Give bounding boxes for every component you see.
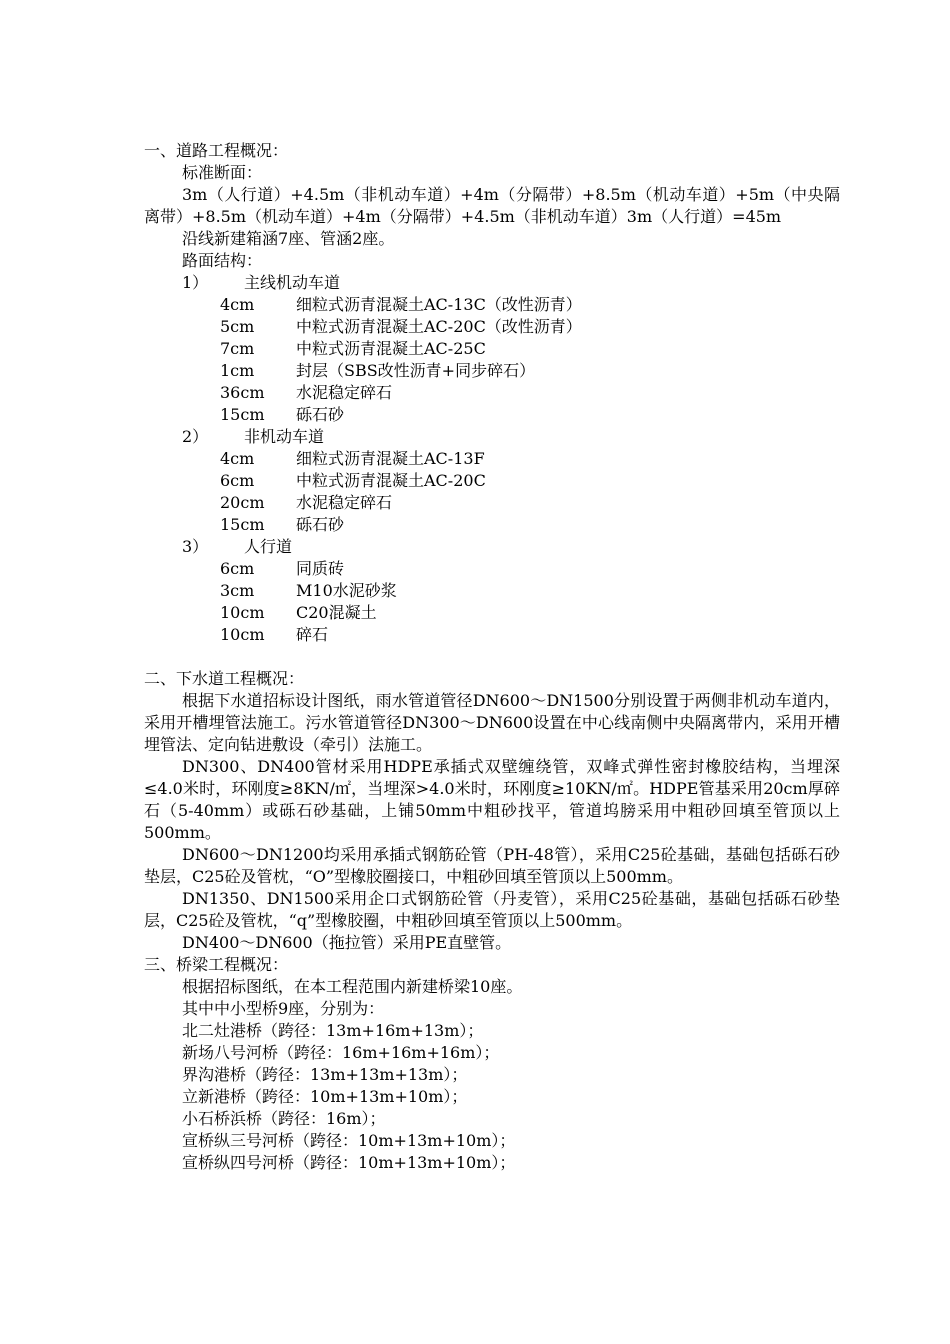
layer-material: 同质砖 <box>296 559 345 578</box>
bridge-line: 其中中小型桥9座，分别为： <box>182 999 385 1018</box>
layer-material: 中粒式沥青混凝土AC-25C <box>296 339 486 358</box>
pavement-group-header <box>144 272 840 294</box>
bridge-item: 新场八号河桥（跨径：16m+16m+16m）； <box>182 1043 500 1062</box>
pavement-layer <box>144 316 840 338</box>
pavement-layer <box>144 360 840 382</box>
layer-material: 水泥稳定碎石 <box>296 493 393 512</box>
pavement-layer <box>144 580 840 602</box>
layer-thickness: 36cm <box>220 383 265 402</box>
layer-thickness: 6cm <box>220 471 255 490</box>
sewer-paragraph: DN600～DN1200均采用承插式钢筋砼管（PH-48管），采用C25砼基础，基础包括砾石砂垫层，C25砼及管枕，“O”型橡胶圈接口，中粗砂回填至管顶以上500mm。 <box>144 845 840 886</box>
pavement-layer <box>144 470 840 492</box>
bridge-item: 北二灶港桥（跨径：13m+16m+13m）； <box>182 1021 484 1040</box>
bridge-item: 小石桥浜桥（跨径：16m）； <box>182 1109 386 1128</box>
standard-section-text: 3m（人行道）+4.5m（非机动车道）+4m（分隔带）+8.5m（机动车道）+5m（中央隔离带）+8.5m（机动车道）+4m（分隔带）+4.5m（非机动车道）3m（人行道）=45m <box>144 185 840 226</box>
bridge-item: 立新港桥（跨径：10m+13m+10m）； <box>182 1087 468 1106</box>
layer-thickness: 10cm <box>220 625 265 644</box>
sewer-paragraph: DN300、DN400管材采用HDPE承插式双壁缠绕管，双峰式弹性密封橡胶结构，当埋深≤4.0米时，环刚度≥8KN/㎡，当埋深>4.0米时，环刚度≥10KN/㎡。HDPE管基采用20cm厚碎石（5-40mm）或砾石砂基础，上铺50mm中粗砂找平，管道坞膀采用中粗砂回填至管顶以上500mm。 <box>144 757 840 842</box>
layer-thickness: 6cm <box>220 559 255 578</box>
document-page <box>144 140 840 1174</box>
bridge-item: 界沟港桥（跨径：13m+13m+13m）； <box>182 1065 468 1084</box>
pavement-group-header <box>144 536 840 558</box>
bridge-line: 根据招标图纸，在本工程范围内新建桥梁10座。 <box>182 977 523 996</box>
layer-thickness: 20cm <box>220 493 265 512</box>
group-name: 主线机动车道 <box>244 273 341 292</box>
section-heading-sewer: 二、下水道工程概况： <box>144 669 305 688</box>
pavement-layer <box>144 514 840 536</box>
layer-material: 中粒式沥青混凝土AC-20C（改性沥青） <box>296 317 582 336</box>
pavement-layer <box>144 558 840 580</box>
pavement-layer <box>144 382 840 404</box>
section-heading-bridge: 三、桥梁工程概况： <box>144 955 289 974</box>
bridge-item: 宣桥纵三号河桥（跨径：10m+13m+10m）； <box>182 1131 516 1150</box>
layer-material: 水泥稳定碎石 <box>296 383 393 402</box>
pavement-layer <box>144 602 840 624</box>
layer-thickness: 3cm <box>220 581 255 600</box>
layer-material: 细粒式沥青混凝土AC-13C（改性沥青） <box>296 295 582 314</box>
layer-thickness: 4cm <box>220 295 255 314</box>
layer-material: 砾石砂 <box>296 405 345 424</box>
section-heading-road: 一、道路工程概况： <box>144 141 289 160</box>
layer-thickness: 15cm <box>220 515 265 534</box>
layer-thickness: 1cm <box>220 361 255 380</box>
layer-thickness: 5cm <box>220 317 255 336</box>
sewer-paragraph: DN1350、DN1500采用企口式钢筋砼管（丹麦管），采用C25砼基础，基础包括砾石砂垫层，C25砼及管枕，“q”型橡胶圈，中粗砂回填至管顶以上500mm。 <box>144 889 840 930</box>
group-name: 人行道 <box>244 537 293 556</box>
layer-thickness: 7cm <box>220 339 255 358</box>
layer-material: C20混凝土 <box>296 603 377 622</box>
layer-material: 封层（SBS改性沥青+同步碎石） <box>296 361 536 380</box>
pavement-layer <box>144 338 840 360</box>
layer-material: 砾石砂 <box>296 515 345 534</box>
group-number: 2） <box>182 427 209 446</box>
pavement-layer <box>144 404 840 426</box>
pavement-layer <box>144 492 840 514</box>
layer-material: 细粒式沥青混凝土AC-13F <box>296 449 485 468</box>
group-number: 3） <box>182 537 209 556</box>
layer-material: M10水泥砂浆 <box>296 581 397 600</box>
pavement-layer <box>144 624 840 646</box>
group-name: 非机动车道 <box>244 427 325 446</box>
layer-thickness: 4cm <box>220 449 255 468</box>
layer-thickness: 10cm <box>220 603 265 622</box>
pavement-layer <box>144 448 840 470</box>
layer-thickness: 15cm <box>220 405 265 424</box>
pavement-structure-label: 路面结构： <box>182 251 263 270</box>
layer-material: 碎石 <box>296 625 329 644</box>
pavement-layer <box>144 294 840 316</box>
sewer-paragraph: DN400～DN600（拖拉管）采用PE直壁管。 <box>182 933 512 952</box>
group-number: 1） <box>182 273 209 292</box>
sewer-paragraph: 根据下水道招标设计图纸，雨水管道管径DN600～DN1500分别设置于两侧非机动车道内，采用开槽埋管法施工。污水管道管径DN300～DN600设置在中心线南侧中央隔离带内，采用开槽埋管法、定向钻进敷设（牵引）法施工。 <box>144 691 840 754</box>
section-spacer <box>144 646 840 668</box>
pavement-group-header <box>144 426 840 448</box>
culverts-text: 沿线新建箱涵7座、管涵2座。 <box>182 229 395 248</box>
layer-material: 中粒式沥青混凝土AC-20C <box>296 471 486 490</box>
bridge-item: 宣桥纵四号河桥（跨径：10m+13m+10m）； <box>182 1153 516 1172</box>
standard-section-label: 标准断面： <box>182 163 263 182</box>
